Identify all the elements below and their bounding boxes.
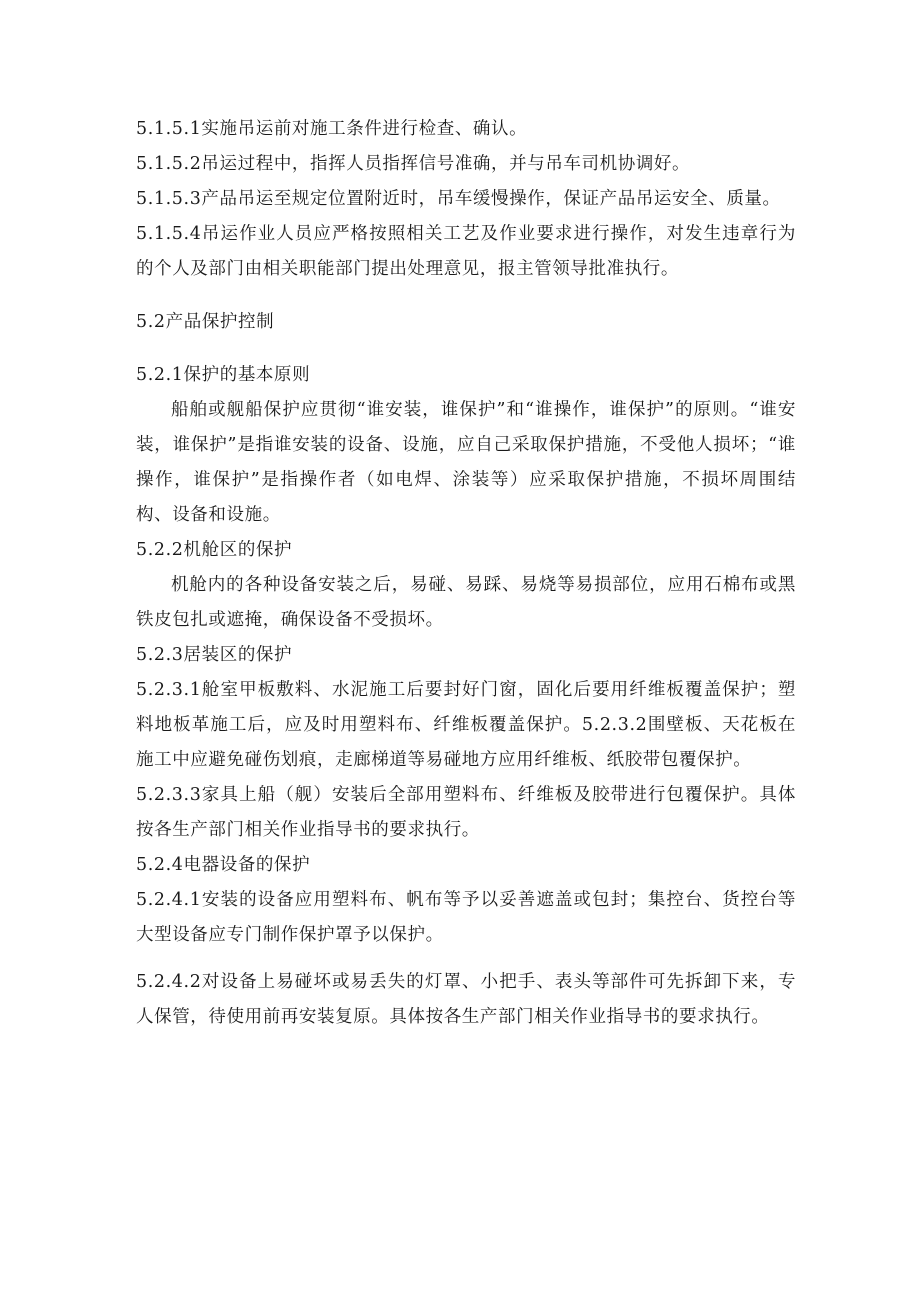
heading-5-2-2: 5.2.2机舱区的保护 xyxy=(136,540,293,560)
document-body xyxy=(136,112,796,1035)
paragraph-5-1-5-2: 5.1.5.2吊运过程中，指挥人员指挥信号准确，并与吊车司机协调好。 xyxy=(136,154,691,174)
paragraph-5-2-4-2: 5.2.4.2对设备上易碰坏或易丢失的灯罩、小把手、表头等部件可先拆卸下来，专人保管，待使用前再安装复原。具体按各生产部门相关作业指导书的要求执行。 xyxy=(136,972,796,1027)
heading-5-2-3: 5.2.3居装区的保护 xyxy=(136,645,293,665)
paragraph-5-2-4-1: 5.2.4.1安装的设备应用塑料布、帆布等予以妥善遮盖或包封；集控台、货控台等大型设备应专门制作保护罩予以保护。 xyxy=(136,890,796,945)
heading-5-2-4: 5.2.4电器设备的保护 xyxy=(136,855,311,875)
paragraph-5-2-2-body: 机舱内的各种设备安装之后，易碰、易踩、易烧等易损部位，应用石棉布或黑铁皮包扎或遮掩，确保设备不受损坏。 xyxy=(136,575,796,630)
paragraph-5-2-3-1: 5.2.3.1舱室甲板敷料、水泥施工后要封好门窗，固化后要用纤维板覆盖保护；塑料地板革施工后，应及时用塑料布、纤维板覆盖保护。5.2.3.2围壁板、天花板在施工中应避免碰伤划痕，走廊梯道等易碰地方应用纤维板、纸胶带包覆保护。 xyxy=(136,680,796,770)
paragraph-5-1-5-3: 5.1.5.3产品吊运至规定位置附近时，吊车缓慢操作，保证产品吊运安全、质量。 xyxy=(136,189,781,209)
paragraph-5-1-5-1: 5.1.5.1实施吊运前对施工条件进行检查、确认。 xyxy=(136,119,528,139)
paragraph-5-2-3-3: 5.2.3.3家具上船（舰）安装后全部用塑料布、纤维板及胶带进行包覆保护。具体按各生产部门相关作业指导书的要求执行。 xyxy=(136,785,796,840)
heading-5-2: 5.2产品保护控制 xyxy=(136,312,275,332)
paragraph-5-1-5-4: 5.1.5.4吊运作业人员应严格按照相关工艺及作业要求进行操作，对发生违章行为的个人及部门由相关职能部门提出处理意见，报主管领导批准执行。 xyxy=(136,224,796,279)
paragraph-5-2-1-body: 船舶或舰船保护应贯彻“谁安装，谁保护”和“谁操作，谁保护”的原则。“谁安装，谁保护”是指谁安装的设备、设施，应自己采取保护措施，不受他人损坏；“谁操作，谁保护”是指操作者（如电焊、涂装等）应采取保护措施，不损坏周围结构、设备和设施。 xyxy=(136,400,796,525)
heading-5-2-1: 5.2.1保护的基本原则 xyxy=(136,365,311,385)
